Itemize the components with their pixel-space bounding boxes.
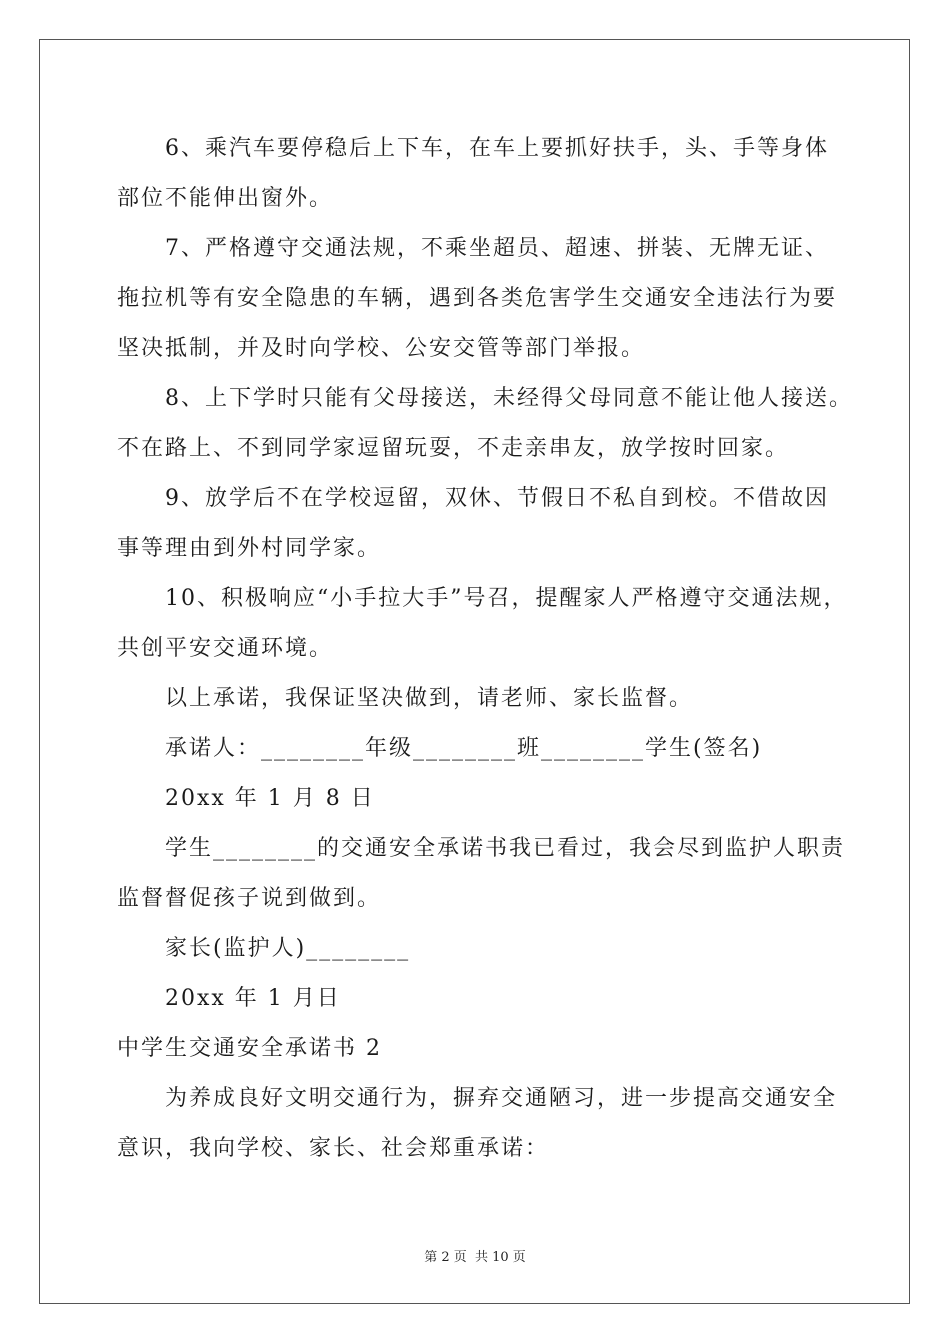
paragraph-line: 拖拉机等有安全隐患的车辆，遇到各类危害学生交通安全违法行为要: [117, 286, 838, 311]
date-line: 20xx 年 1 月 8 日: [165, 786, 375, 811]
paragraph-line: 坚决抵制，并及时向学校、公安交管等部门举报。: [117, 336, 646, 361]
date-line: 20xx 年 1 月日: [165, 986, 341, 1011]
paragraph-line: 不在路上、不到同学家逗留玩耍，不走亲串友，放学按时回家。: [117, 436, 790, 461]
paragraph-line: 学生________的交通安全承诺书我已看过，我会尽到监护人职责: [165, 836, 846, 861]
guardian-signature-line: 家长(监护人)________: [165, 936, 411, 961]
page-number: 第 2 页: [424, 1250, 467, 1265]
signature-line: 承诺人：________年级________班________学生(签名): [165, 736, 763, 761]
paragraph-line: 6、乘汽车要停稳后上下车，在车上要抓好扶手，头、手等身体: [165, 136, 829, 161]
paragraph-line: 部位不能伸出窗外。: [117, 186, 334, 211]
paragraph-line: 事等理由到外村同学家。: [117, 536, 382, 561]
paragraph-line: 意识，我向学校、家长、社会郑重承诺：: [117, 1136, 550, 1161]
paragraph-line: 9、放学后不在学校逗留，双休、节假日不私自到校。不借故因: [165, 486, 829, 511]
total-pages: 共 10 页: [474, 1250, 526, 1265]
section-title: 中学生交通安全承诺书 2: [117, 1036, 382, 1061]
paragraph-line: 共创平安交通环境。: [117, 636, 334, 661]
page-footer: [0, 1246, 950, 1265]
paragraph-line: 以上承诺，我保证坚决做到，请老师、家长监督。: [165, 686, 694, 711]
paragraph-line: 监督督促孩子说到做到。: [117, 886, 382, 911]
paragraph-line: 8、上下学时只能有父母接送，未经得父母同意不能让他人接送。: [165, 386, 853, 411]
paragraph-line: 7、严格遵守交通法规，不乘坐超员、超速、拼装、无牌无证、: [165, 236, 829, 261]
document-body: [117, 124, 853, 1174]
paragraph-line: 10、积极响应“小手拉大手”号召，提醒家人严格遵守交通法规，: [165, 586, 848, 611]
paragraph-line: 为养成良好文明交通行为，摒弃交通陋习，进一步提高交通安全: [165, 1086, 838, 1111]
